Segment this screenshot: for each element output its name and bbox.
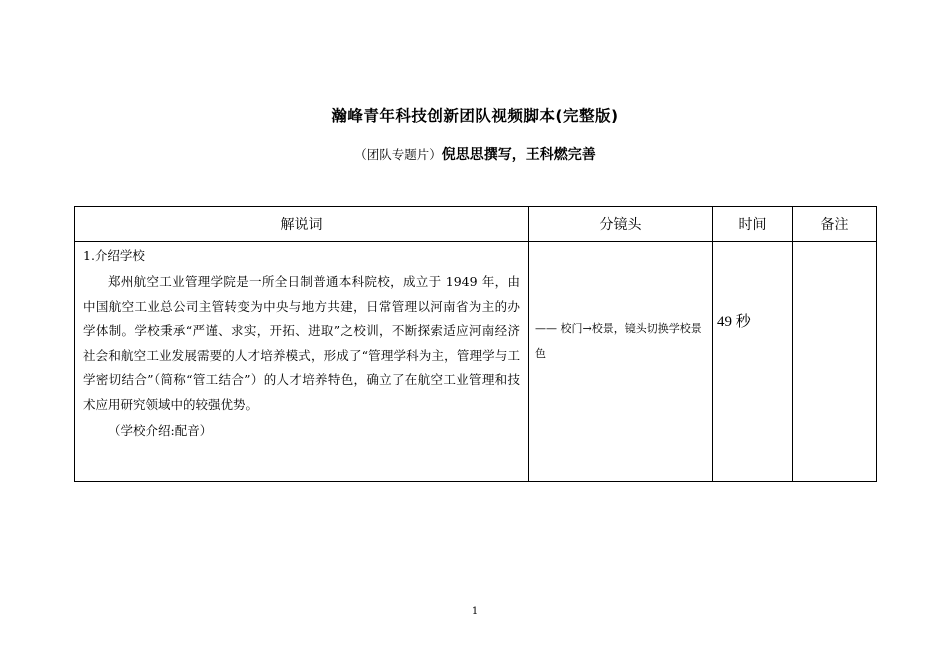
header-shot: 分镜头 [529,207,713,242]
subtitle-tag: （团队专题片） [354,147,442,162]
narration-paragraph: 郑州航空工业管理学院是一所全日制普通本科院校，成立于 1949 年，由中国航空工业总公司主管转变为中央与地方共建，日常管理以河南省为主的办学体制。学校秉承“严谨、求实，开拓、进取”之校训，不断探索适应河南经济社会和航空工业发展需要的人才培养模式，形成了“管理学科为主，管理学与工学密切结合”（简称“管工结合”）的人才培养特色，确立了在航空工业管理和技术应用研究领域中的较强优势。 [83,274,520,412]
narration-cell [75,242,529,482]
notes-cell [793,242,877,482]
header-notes: 备注 [793,207,877,242]
document-title: 瀚峰青年科技创新团队视频脚本(完整版) [331,107,619,125]
time-cell [713,242,793,482]
time-value: 49 秒 [717,314,751,330]
narration-note: （学校介绍:配音） [108,423,213,438]
shot-cell [529,242,713,482]
table-header-row [75,207,877,242]
page-number: 1 [471,606,479,617]
section-heading: 1.介绍学校 [83,248,145,263]
header-narration: 解说词 [75,207,529,242]
script-table [74,206,877,482]
table-row [75,242,877,482]
document-subtitle [0,144,950,164]
subtitle-authors: 倪思思撰写，王科燃完善 [441,147,596,163]
shot-description: —— 校门→校景，镜头切换学校景色 [535,322,702,360]
header-time: 时间 [713,207,793,242]
